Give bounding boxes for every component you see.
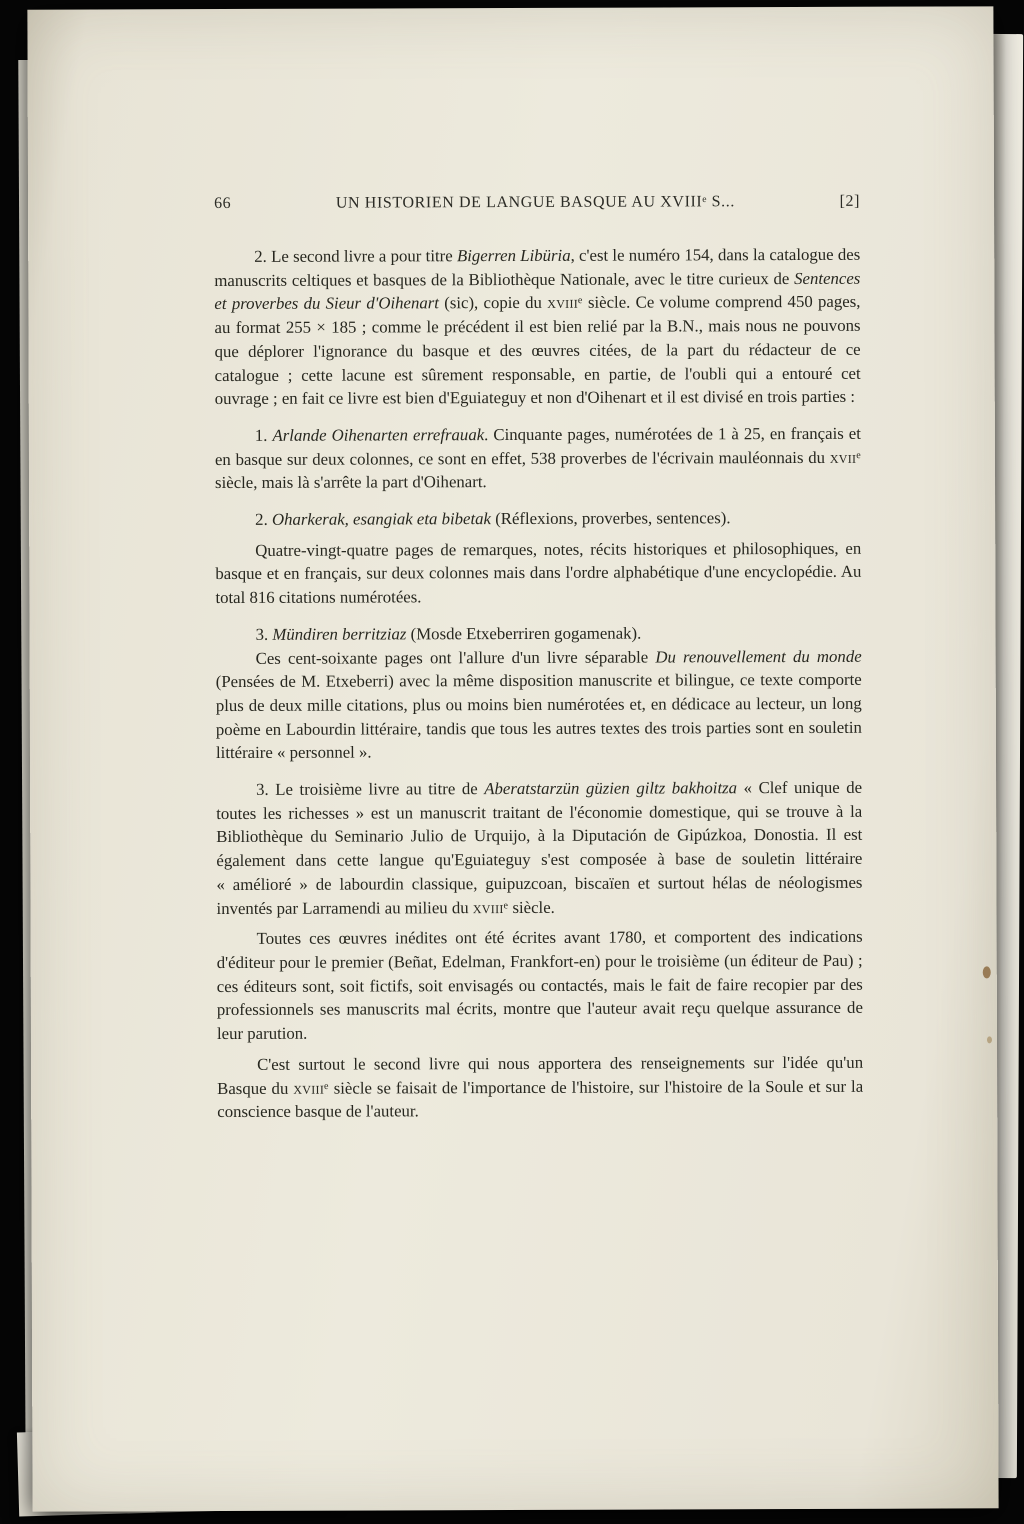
paragraph-7 (216, 776, 862, 920)
book-page (27, 6, 998, 1511)
page-number: 66 (214, 194, 232, 213)
text-run: . Cinquante pages, numérotées de 1 à 25, en français et en basque sur deux colonnes, ce sont en effet, 538 proverbes de l'écrivain mauléonnais du (214, 423, 861, 469)
text-run: 1. (254, 425, 273, 445)
paragraph-6 (216, 644, 862, 765)
italic-text-run: Arlande Oihenarten errefrauak (272, 425, 485, 445)
text-run: 3. (255, 624, 273, 644)
text-run: Ces cent-soixante pages ont l'allure d'un livre séparable (255, 647, 656, 668)
paragraph-1 (214, 243, 861, 411)
paragraph-9 (217, 1051, 863, 1124)
text-run: , c'est le numéro 154, dans la catalogue des manuscrits celtiques et basques de la Bibliothèque Nationale, avec le titre curieux de (214, 244, 861, 290)
text-run: 2. (255, 509, 272, 529)
italic-text-run: Du renouvellement du monde (655, 646, 862, 667)
smallcaps-text-run: xviiiᵉ (472, 897, 509, 917)
text-run: C'est surtout le second livre qui nous apportera des renseignements sur l'idée qu'un Basque du (217, 1052, 864, 1098)
italic-text-run: Aberatstarzün güzien giltz bakhoitza (484, 778, 738, 799)
paragraph-5 (216, 621, 862, 647)
italic-text-run: Oharkerak, esangiak eta bibetak (271, 509, 492, 529)
text-run: Toutes ces œuvres inédites ont été écrites avant 1780, et comportent des indications d'éditeur pour le premier (Beñat, Edelman, Frankfort-en) pour le troisième (un éditeur de Pau) ; ces éditeurs sont, soit fictifs, soit envisagés ou contactés, mais le fait de faire recopier par des professionnels ses manuscrits mal écrits, montre que l'auteur avait reçu quelque assurance de leur parution. (216, 927, 863, 1044)
reference-number: [2] (839, 192, 861, 210)
text-run: (Réflexions, proverbes, sentences). (490, 508, 731, 529)
text-block (214, 193, 863, 1124)
page-header (214, 193, 860, 213)
smallcaps-text-run: xviiᵉ (829, 447, 861, 467)
paragraph-2 (215, 422, 861, 495)
text-run: siècle. Ce volume comprend 450 pages, au format 255 × 185 ; comme le précédent il est bien relié par la B.N., mais nous ne pouvons que déplorer l'ignorance du basque et des œuvres citées, de la part du rédacteur de ce catalogue ; cette lacune est sûrement responsable, en partie, de l'oubli qui a entouré cet ouvrage ; en fait ce livre est bien d'Eguiateguy et non d'Oihenart et il est divisé en trois parties : (214, 292, 861, 409)
text-run: 3. Le troisième livre au titre de (256, 779, 485, 799)
text-run: (sic), copie du (438, 293, 548, 313)
paragraph-8 (217, 925, 863, 1046)
smallcaps-text-run: xviiiᵉ (293, 1078, 329, 1098)
text-run: siècle. (508, 897, 555, 917)
text-run: siècle se faisait de l'importance de l'histoire, sur l'histoire de la Soule et sur la conscience basque de l'auteur. (217, 1076, 864, 1122)
text-run: 2. Le second livre a pour titre (254, 246, 457, 266)
paper-stain (983, 966, 991, 978)
paper-stain-small (987, 1036, 992, 1043)
paragraph-3 (215, 506, 861, 532)
italic-text-run: Mündiren berritziaz (272, 624, 407, 644)
text-run: (Pensées de M. Etxeberri) avec la même disposition manuscrite et bilingue, ce texte comporte plus de deux mille citations, plus ou moins bien numérotées et, en dédicace au lecteur, un long poème en Labourdin littéraire, tandis que tous les autres textes des trois parties sont en souletin littéraire « personnel ». (215, 670, 862, 763)
paragraph-4 (215, 537, 861, 610)
text-run: Quatre-vingt-quatre pages de remarques, notes, récits historiques et philosophiques, en basque et en français, sur deux colonnes mais dans l'ordre alphabétique d'une encyclopédie. Au total 816 citations numérotées. (215, 538, 862, 608)
italic-text-run: Sentences et proverbes du Sieur d'Oihenart (214, 268, 861, 314)
page-body (214, 243, 863, 1124)
text-run: (Mosde Etxeberriren gogamenak). (406, 623, 642, 644)
running-title: UN HISTORIEN DE LANGUE BASQUE AU XVIIIᵉ S... (335, 193, 735, 212)
italic-text-run: Bigerren Libüria (456, 245, 571, 266)
smallcaps-text-run: xviiiᵉ (547, 293, 583, 313)
text-run: « Clef unique de toutes les richesses » est un manuscrit traitant de l'économie domestique, qui se trouve à la Bibliothèque du Seminario Julio de Urquijo, à la Diputación de Gipúzkoa, Donostia. Il est également dans cette langue qu'Eguiateguy s'est composée à base de souletin littéraire « amélioré » de labourdin classique, guipuzcoan, biscaïen et surtout hélas de néologismes inventés par Larramendi au milieu du (216, 777, 863, 918)
text-run: siècle, mais là s'arrête la part d'Oihenart. (215, 472, 487, 493)
